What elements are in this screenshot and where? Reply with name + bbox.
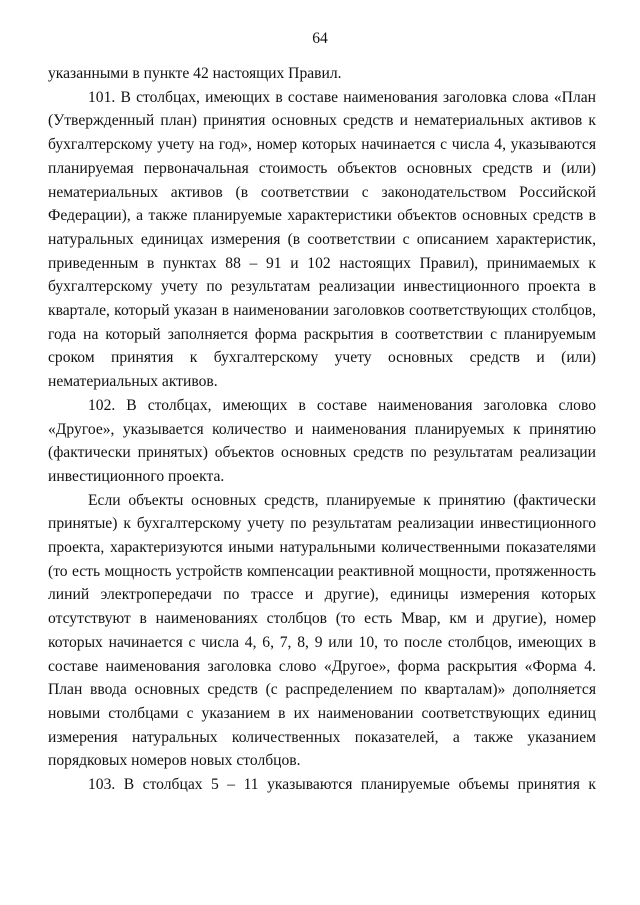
paragraph-102: 102. В столбцах, имеющих в составе наименования заголовка слово «Другое», указывается количество и наименования планируемых к принятию (фактически принятых) объектов основных средств по результатам реализации инвестиционного проекта. <box>48 396 596 485</box>
paragraph-101: 101. В столбцах, имеющих в составе наименования заголовка слова «План (Утвержденный план) принятия основных средств и нематериальных активов к бухгалтерскому учету на год», номер которых начинается с числа 4, указываются планируемая первоначальная стоимость объектов основных средств и (или) нематериальных активов (в соответствии с законодательством Российской Федерации), а также планируемые характеристики объектов основных средств в натуральных единицах измерения (в соответствии с описанием характеристик, приведенным в пунктах 88 – 91 и 102 настоящих Правил), принимаемых к бухгалтерскому учету по результатам реализации инвестиционного проекта в квартале, который указан в наименовании заголовков соответствующих столбцов, года на который заполняется форма раскрытия в соответствии с планируемым сроком принятия к бухгалтерскому учету основных средств и (или) нематериальных активов. <box>48 88 596 391</box>
paragraph-continuation: указанными в пункте 42 настоящих Правил. <box>48 65 342 82</box>
document-body <box>48 62 596 797</box>
page-number: 64 <box>312 30 328 47</box>
paragraph-102-continued: Если объекты основных средств, планируемые к принятию (фактически принятые) к бухгалтерскому учету по результатам реализации инвестиционного проекта, характеризуются иными натуральными количественными показателями (то есть мощность устройств компенсации реактивной мощности, протяженность линий электропередачи по трассе и другие), единицы измерения которых отсутствуют в наименованиях столбцов (то есть Мвар, км и другие), номер которых начинается с числа 4, 6, 7, 8, 9 или 10, то после столбцов, имеющих в составе наименования заголовка слово «Другое», форма раскрытия «Форма 4. План ввода основных средств (с распределением по кварталам)» дополняется новыми столбцами с указанием в их наименовании соответствующих единиц измерения натуральных количественных показателей, а также указанием порядковых номеров новых столбцов. <box>48 491 596 770</box>
paragraph-103: 103. В столбцах 5 – 11 указываются планируемые объемы принятия к <box>88 776 596 794</box>
